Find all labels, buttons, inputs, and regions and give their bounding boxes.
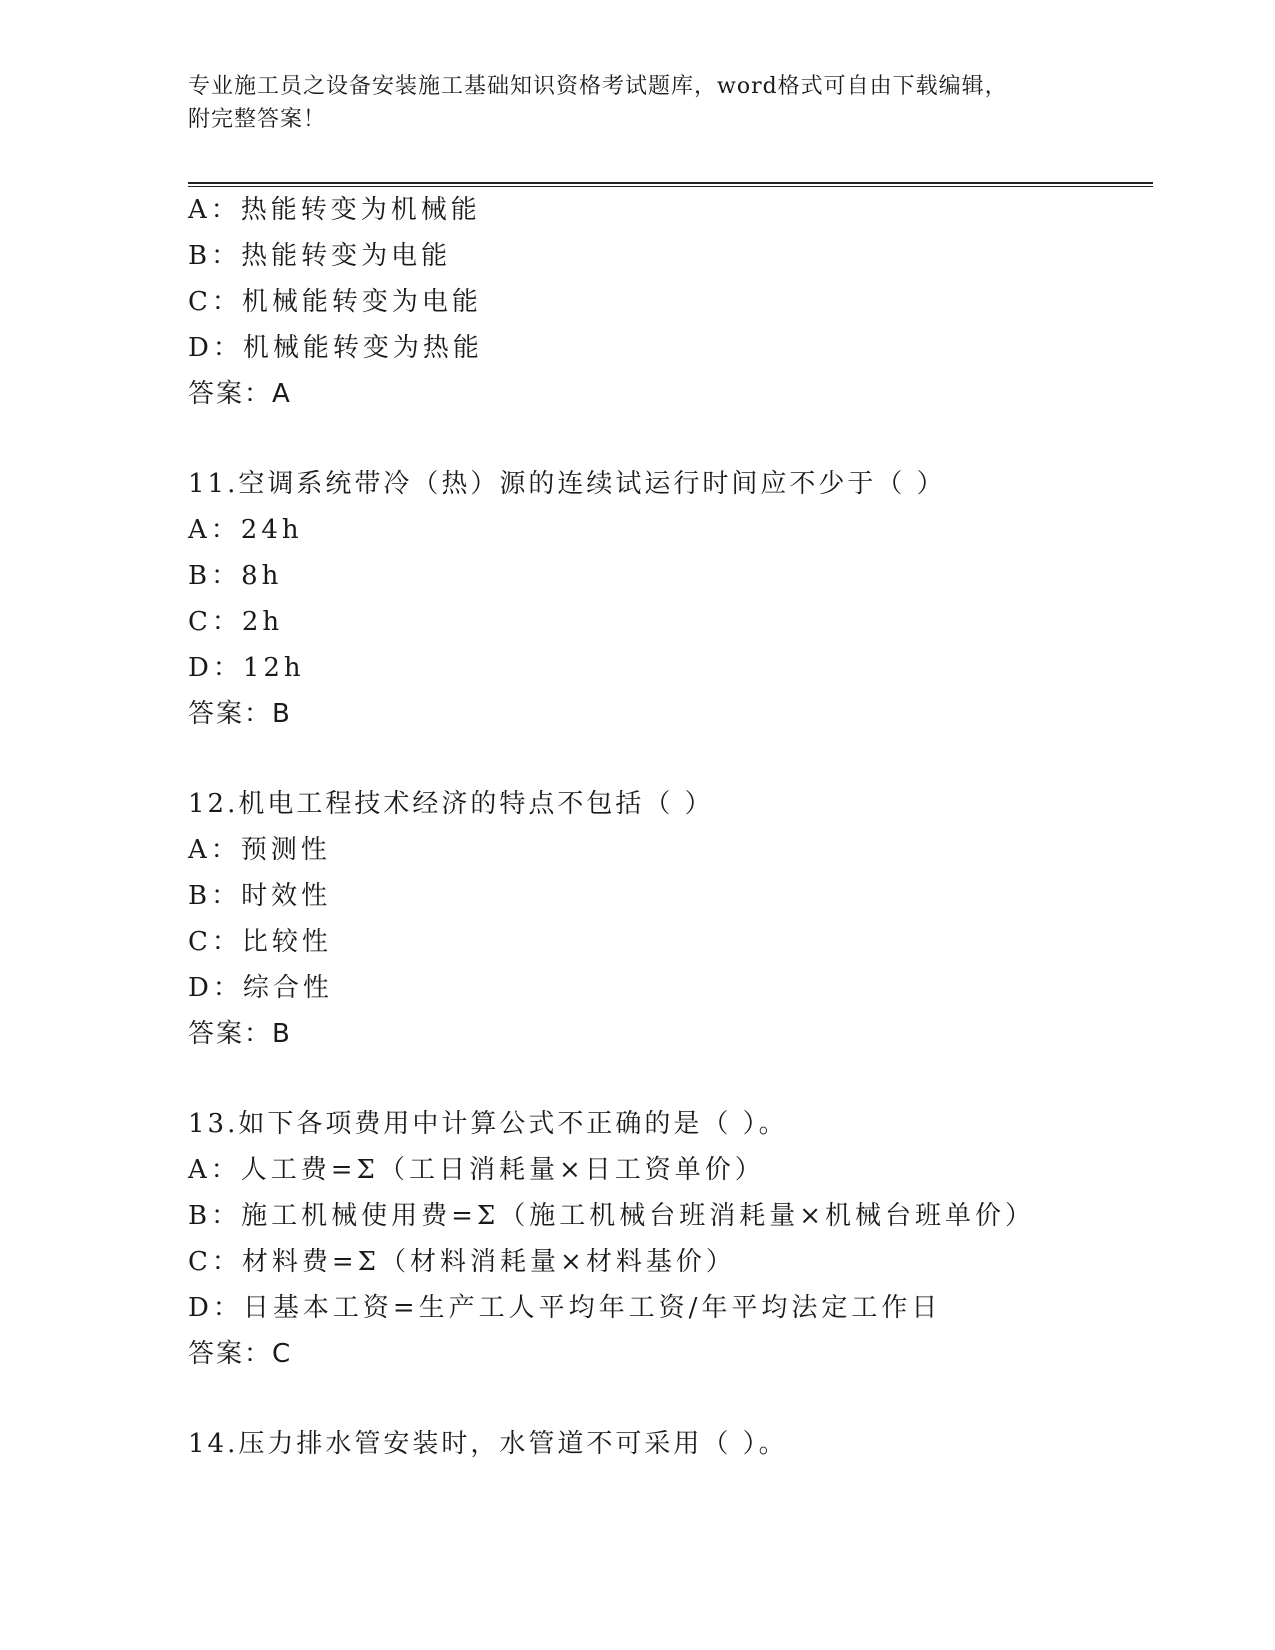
question-title: 12.机电工程技术经济的特点不包括（ ）: [188, 789, 714, 819]
option-a: A：热能转变为机械能: [188, 195, 481, 225]
option-c: C：机械能转变为电能: [188, 287, 482, 317]
option-d: D：12h: [188, 653, 305, 683]
question-title: 14.压力排水管安装时，水管道不可采用（ ）。: [188, 1429, 788, 1459]
option-d: D：综合性: [188, 973, 333, 1003]
question-block-11: [188, 461, 1153, 737]
block-spacer: [188, 737, 1153, 781]
option-a: A：预测性: [188, 835, 331, 865]
question-block-13: [188, 1101, 1153, 1377]
question-block-12: [188, 781, 1153, 1057]
document-page: [188, 70, 1153, 1467]
option-d: D：机械能转变为热能: [188, 333, 483, 363]
question-block-10: [188, 187, 1153, 417]
option-d: D：日基本工资=生产工人平均年工资/年平均法定工作日: [188, 1293, 942, 1323]
block-spacer: [188, 1377, 1153, 1421]
question-title: 13.如下各项费用中计算公式不正确的是（ ）。: [188, 1109, 788, 1139]
header-line-2: 附完整答案！: [188, 107, 327, 132]
option-a: A：人工费=Σ（工日消耗量×日工资单价）: [188, 1155, 765, 1185]
question-title: 11.空调系统带冷（热）源的连续试运行时间应不少于（ ）: [188, 469, 946, 499]
document-header: [188, 70, 1153, 140]
option-c: C：材料费=Σ（材料消耗量×材料基价）: [188, 1247, 736, 1277]
answer-line: 答案：B: [188, 1019, 292, 1049]
option-a: A：24h: [188, 515, 303, 545]
answer-line: 答案：C: [188, 1339, 293, 1369]
option-c: C：比较性: [188, 927, 332, 957]
question-block-14: [188, 1421, 1153, 1467]
option-b: B：施工机械使用费=Σ（施工机械台班消耗量×机械台班单价）: [188, 1201, 1036, 1231]
option-c: C：2h: [188, 607, 284, 637]
answer-line: 答案：A: [188, 379, 292, 409]
block-spacer: [188, 417, 1153, 461]
option-b: B：8h: [188, 561, 283, 591]
option-b: B：时效性: [188, 881, 332, 911]
block-spacer: [188, 1057, 1153, 1101]
option-b: B：热能转变为电能: [188, 241, 452, 271]
answer-line: 答案：B: [188, 699, 292, 729]
header-line-1: 专业施工员之设备安装施工基础知识资格考试题库，word格式可自由下载编辑，: [188, 74, 1008, 99]
